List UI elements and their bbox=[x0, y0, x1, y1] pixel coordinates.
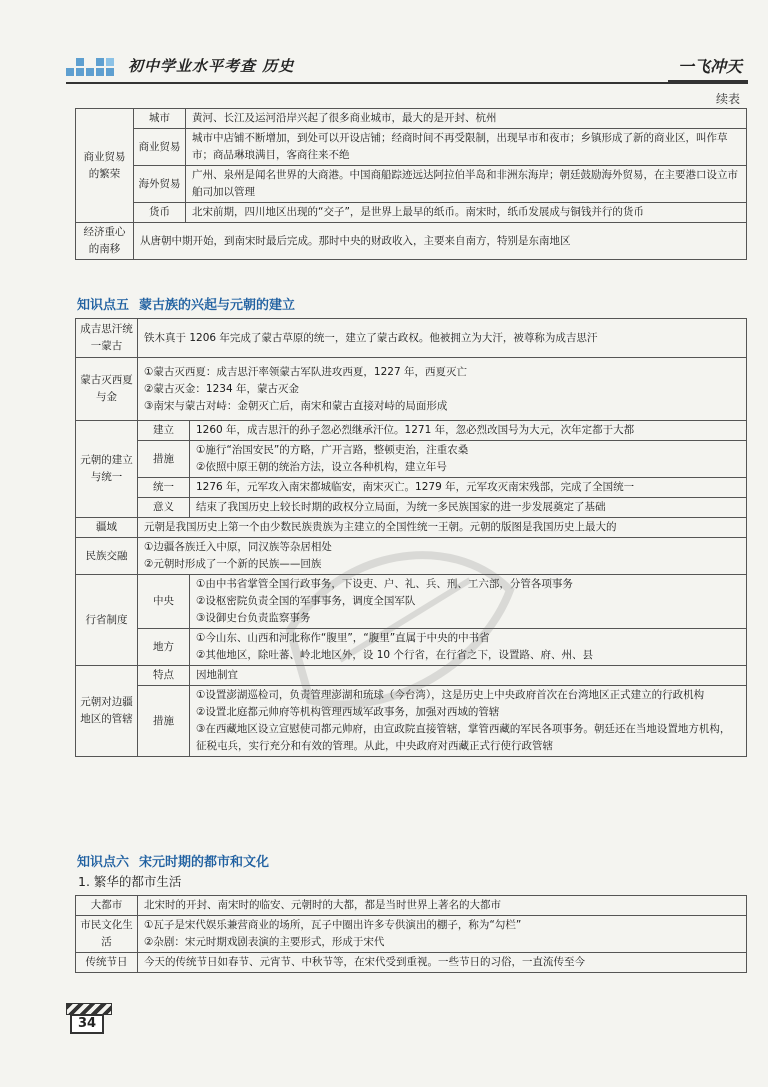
cell-text bbox=[138, 358, 747, 421]
sub-label: 建立 bbox=[138, 421, 190, 441]
city-life-table bbox=[75, 895, 747, 973]
line: ①施行“治国安民”的方略，广开言路，整顿吏治，注重农桑 bbox=[196, 444, 469, 456]
table-row bbox=[76, 478, 747, 498]
row-label: 疆域 bbox=[76, 518, 138, 538]
cell-text: 1260 年，成吉思汗的孙子忽必烈继承汗位。1271 年，忽必烈改国号为大元，次年定都于大都 bbox=[190, 421, 747, 441]
table-row bbox=[76, 129, 747, 166]
line: ①设置澎湖巡检司，负责管理澎湖和琉球（今台湾），这是历史上中央政府首次在台湾地区正式建立的行政机构 bbox=[196, 689, 705, 701]
header-brand: 一飞冲天 bbox=[678, 54, 742, 77]
table-row bbox=[76, 421, 747, 441]
page-header bbox=[66, 48, 746, 84]
cell-text: 黄河、长江及运河沿岸兴起了很多商业城市，最大的是开封、杭州 bbox=[186, 109, 747, 129]
header-decoration-icon bbox=[66, 54, 118, 78]
table-row bbox=[76, 358, 747, 421]
sub-label: 中央 bbox=[138, 575, 190, 629]
section-title: 蒙古族的兴起与元朝的建立 bbox=[139, 298, 296, 313]
section-title: 宋元时期的都市和文化 bbox=[139, 855, 270, 870]
cell-text: 结束了我国历史上较长时期的政权分立局面，为统一多民族国家的进一步发展奠定了基础 bbox=[190, 498, 747, 518]
line: ①今山东、山西和河北称作“腹里”，“腹里”直属于中央的中书省 bbox=[196, 632, 490, 644]
table-row bbox=[76, 953, 747, 973]
table-row bbox=[76, 538, 747, 575]
row-label: 大都市 bbox=[76, 896, 138, 916]
subheading: 1. 繁华的都市生活 bbox=[78, 874, 182, 889]
table-row bbox=[76, 109, 747, 129]
cell-text: 铁木真于 1206 年完成了蒙古草原的统一，建立了蒙古政权。他被拥立为大汗，被尊称为成吉思汗 bbox=[138, 319, 747, 358]
line: ②其他地区，除吐蕃、岭北地区外，设 10 个行省，在行省之下，设置路、府、州、县 bbox=[196, 649, 593, 661]
table-row bbox=[76, 166, 747, 203]
cell-text bbox=[190, 629, 747, 666]
table-row bbox=[76, 319, 747, 358]
line: ①边疆各族迁入中原，同汉族等杂居相处 bbox=[144, 541, 332, 553]
cell-text bbox=[138, 538, 747, 575]
line: ②设置北庭都元帅府等机构管理西域军政事务，加强对西域的管辖 bbox=[196, 706, 500, 718]
line: ②杂剧：宋元时期戏剧表演的主要形式，形成于宋代 bbox=[144, 936, 385, 948]
row-label: 市民文化生活 bbox=[76, 916, 138, 953]
section-number: 知识点六 bbox=[77, 855, 130, 870]
line: ①由中书省掌管全国行政事务，下设吏、户、礼、兵、刑、工六部，分管各项事务 bbox=[196, 578, 573, 590]
line: ②元朝时形成了一个新的民族——回族 bbox=[144, 558, 322, 570]
row-label: 传统节日 bbox=[76, 953, 138, 973]
header-title: 初中学业水平考查 历史 bbox=[128, 57, 295, 75]
cell-text: 广州、泉州是闻名世界的大商港。中国商船踪迹远达阿拉伯半岛和非洲东海岸；朝廷鼓励海外贸易，在主要港口设立市舶司加以管理 bbox=[186, 166, 747, 203]
table-row bbox=[76, 441, 747, 478]
row-label: 蒙古灭西夏与金 bbox=[76, 358, 138, 421]
row-label: 民族交融 bbox=[76, 538, 138, 575]
cell-text bbox=[190, 686, 747, 757]
sub-label: 统一 bbox=[138, 478, 190, 498]
line: ①蒙古灭西夏：成吉思汗率领蒙古军队进攻西夏，1227 年，西夏灭亡 bbox=[144, 365, 467, 378]
line: ②蒙古灭金：1234 年，蒙古灭金 bbox=[144, 382, 299, 395]
row-label: 成吉思汗统一蒙古 bbox=[76, 319, 138, 358]
page-number: 34 bbox=[70, 1014, 104, 1034]
sub-label: 措施 bbox=[138, 686, 190, 757]
table-row bbox=[76, 575, 747, 629]
cell-text: 今天的传统节日如春节、元宵节、中秋节等，在宋代受到重视。一些节日的习俗，一直流传至今 bbox=[138, 953, 747, 973]
continued-label: 续表 bbox=[715, 92, 740, 106]
line: ②依照中原王朝的统治方法，设立各种机构，建立年号 bbox=[196, 461, 447, 473]
cell-text: 从唐朝中期开始，到南宋时最后完成。那时中央的财政收入，主要来自南方，特别是东南地区 bbox=[134, 223, 747, 260]
table-row bbox=[76, 203, 747, 223]
cell-text: 1276 年，元军攻入南宋都城临安，南宋灭亡。1279 年，元军攻灭南宋残部，完成了全国统一 bbox=[190, 478, 747, 498]
row-label: 行省制度 bbox=[76, 575, 138, 666]
line: ③南宋与蒙古对峙：金朝灭亡后，南宋和蒙古直接对峙的局面形成 bbox=[144, 399, 448, 412]
section-heading-5 bbox=[77, 294, 295, 313]
page-footer bbox=[66, 1003, 110, 1033]
cell-text: 北宋前期，四川地区出现的“交子”，是世界上最早的纸币。南宋时，纸币发展成与铜钱并行的货币 bbox=[186, 203, 747, 223]
section-heading-6 bbox=[77, 851, 269, 870]
line: ③在西藏地区设立宣慰使司都元帅府，由宣政院直接管辖，掌管西藏的军民各项事务。朝廷还在当地设置地方机构，征税屯兵，实行充分和有效的管理。从此，中央政府对西藏正式行使行政管辖 bbox=[196, 723, 731, 752]
header-rule bbox=[66, 82, 748, 84]
line: ②设枢密院负责全国的军事事务，调度全国军队 bbox=[196, 595, 416, 607]
line: ③设御史台负责监察事务 bbox=[196, 612, 311, 624]
cell-text: 北宋时的开封、南宋时的临安、元朝时的大都，都是当时世界上著名的大都市 bbox=[138, 896, 747, 916]
line: ①瓦子是宋代娱乐兼营商业的场所，瓦子中圈出许多专供演出的棚子，称为“勾栏” bbox=[144, 919, 522, 931]
row-label: 元朝的建立与统一 bbox=[76, 421, 138, 518]
sub-label: 地方 bbox=[138, 629, 190, 666]
sub-label: 海外贸易 bbox=[134, 166, 186, 203]
table-row bbox=[76, 629, 747, 666]
cell-text bbox=[190, 575, 747, 629]
table-row bbox=[76, 666, 747, 686]
sub-label: 城市 bbox=[134, 109, 186, 129]
table-row bbox=[76, 686, 747, 757]
table-row bbox=[76, 518, 747, 538]
sub-label: 措施 bbox=[138, 441, 190, 478]
sub-label: 特点 bbox=[138, 666, 190, 686]
table-row bbox=[76, 223, 747, 260]
cell-text: 元朝是我国历史上第一个由少数民族贵族为主建立的全国性统一王朝。元朝的版图是我国历史上最大的 bbox=[138, 518, 747, 538]
cell-text: 城市中店铺不断增加，到处可以开设店铺；经商时间不再受限制，出现早市和夜市；乡镇形成了新的商业区，叫作草市；商品琳琅满目，客商往来不绝 bbox=[186, 129, 747, 166]
row-label: 元朝对边疆地区的管辖 bbox=[76, 666, 138, 757]
commerce-table bbox=[75, 108, 747, 260]
group-label: 商业贸易的繁荣 bbox=[76, 109, 134, 223]
cell-text: 因地制宜 bbox=[190, 666, 747, 686]
sub-label: 意义 bbox=[138, 498, 190, 518]
cell-text bbox=[138, 916, 747, 953]
yuan-table bbox=[75, 318, 747, 757]
sub-label: 货币 bbox=[134, 203, 186, 223]
cell-text bbox=[190, 441, 747, 478]
sub-label: 商业贸易 bbox=[134, 129, 186, 166]
group-label: 经济重心的南移 bbox=[76, 223, 134, 260]
section-number: 知识点五 bbox=[77, 298, 130, 313]
table-row bbox=[76, 896, 747, 916]
table-row bbox=[76, 916, 747, 953]
table-row bbox=[76, 498, 747, 518]
